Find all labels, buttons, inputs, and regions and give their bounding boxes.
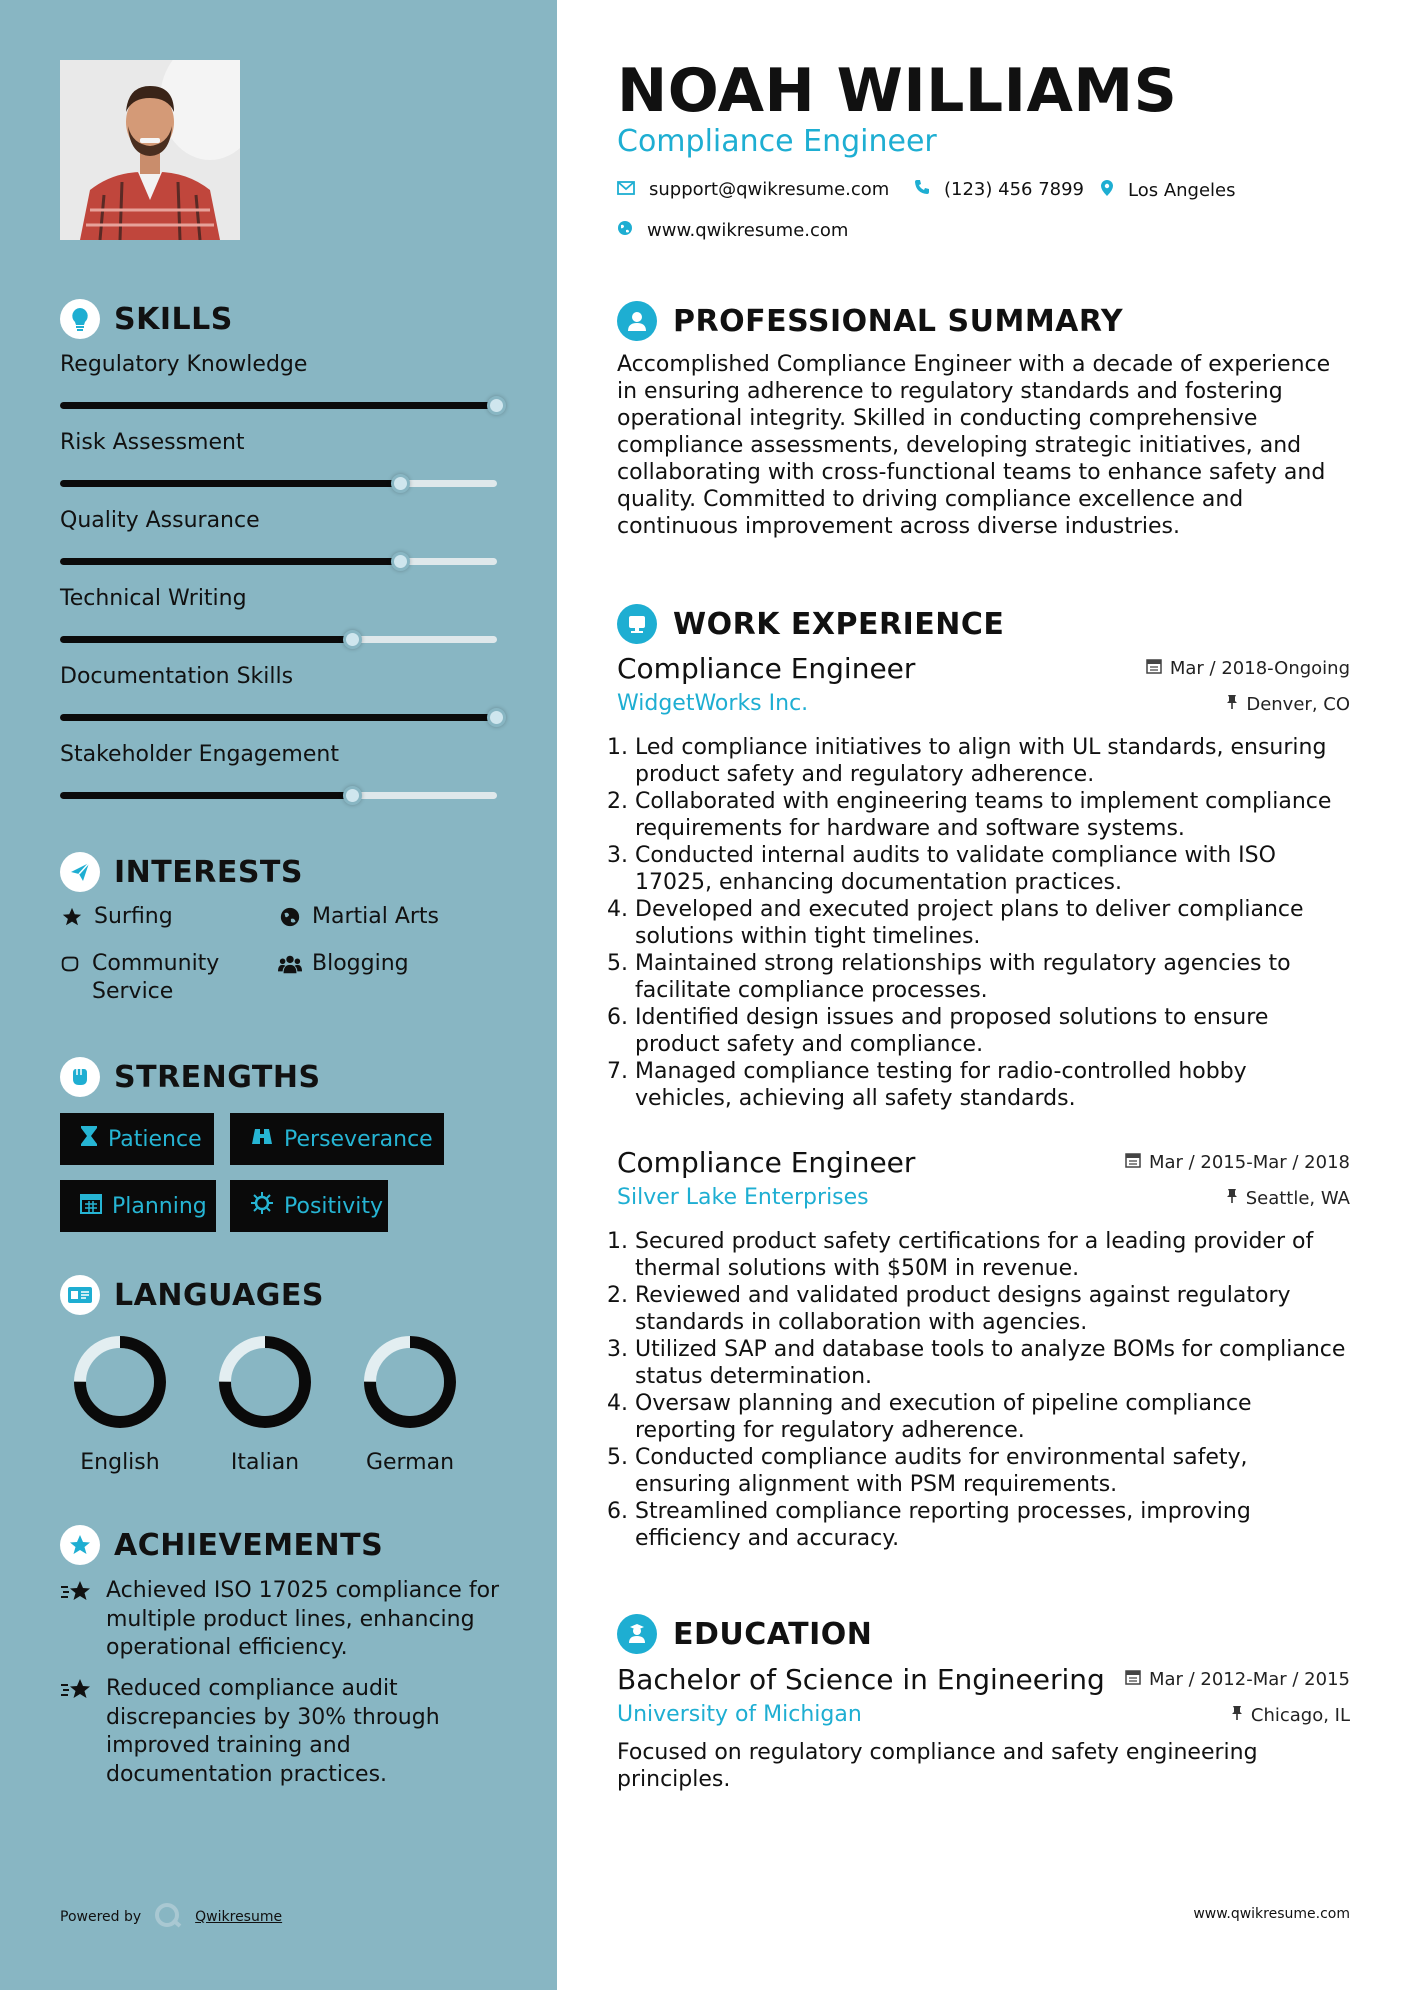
language-card-icon	[60, 1275, 100, 1315]
achievement-item: Reduced compliance audit discrepancies by 30% through improved training and documentation practices.	[60, 1675, 500, 1789]
interest-item: Community Service	[58, 950, 219, 1006]
footer-url[interactable]: www.qwikresume.com	[1193, 1906, 1350, 1922]
map-pin-icon	[1100, 179, 1114, 202]
candidate-name: NOAH WILLIAMS	[617, 56, 1178, 126]
education-heading: EDUCATION	[617, 1614, 872, 1654]
paper-plane-icon	[60, 852, 100, 892]
job-bullet: 5. Maintained strong relationships with regulatory agencies to facilitate compliance processes.	[635, 950, 1350, 1004]
job-bullet: 4. Developed and executed project plans to deliver compliance solutions within tight timelines.	[635, 896, 1350, 950]
users-icon	[278, 950, 302, 978]
summary-text: Accomplished Compliance Engineer with a decade of experience in ensuring adherence to regulatory standards and fostering operational integrity. Skilled in conducting comprehensive compliance assessments, developing strategic initiatives, and collaborating with cross-functional teams to enhance safety and quality. Committed to driving compliance excellence and continuous improvement across diverse industries.	[617, 352, 1331, 539]
strength-badge: Patience	[60, 1113, 214, 1165]
language-item: English	[60, 1332, 180, 1475]
skill-bar	[60, 480, 497, 487]
envelope-icon	[617, 179, 635, 200]
education-location: Chicago, IL	[1231, 1705, 1350, 1726]
achievements-heading: ACHIEVEMENTS	[60, 1525, 383, 1565]
job-bullet: 4. Oversaw planning and execution of pipeline compliance reporting for regulatory adherence.	[635, 1390, 1350, 1444]
education-entry	[617, 1663, 1350, 1793]
degree-title: Bachelor of Science in Engineering	[617, 1663, 1105, 1696]
school-name: University of Michigan	[617, 1702, 862, 1727]
skills-heading: SKILLS	[60, 299, 233, 339]
graduation-icon	[617, 1614, 657, 1654]
job-bullets	[617, 734, 1350, 1112]
contact-phone[interactable]: (123) 456 7899	[914, 179, 1084, 200]
job-bullet: 1. Secured product safety certifications for a leading provider of thermal solutions with $50M in revenue.	[635, 1228, 1350, 1282]
sun-icon	[250, 1191, 274, 1221]
skill-item: Stakeholder Engagement	[60, 742, 500, 767]
job-location: Denver, CO	[1226, 694, 1350, 715]
hand-icon	[58, 950, 82, 978]
job-bullet: 1. Led compliance initiatives to align with UL standards, ensuring product safety and regulatory adherence.	[635, 734, 1350, 788]
job-bullet: 5. Conducted compliance audits for environmental safety, ensuring alignment with PSM requirements.	[635, 1444, 1350, 1498]
shooting-star-icon	[60, 1675, 94, 1789]
job-location: Seattle, WA	[1226, 1188, 1350, 1209]
contact-location: Los Angeles	[1100, 179, 1236, 202]
job-date: Mar / 2018-Ongoing	[1146, 658, 1350, 679]
globe-icon	[278, 903, 302, 931]
contact-email[interactable]: support@qwikresume.com	[617, 179, 889, 200]
job-bullet: 3. Utilized SAP and database tools to analyze BOMs for compliance status determination.	[635, 1336, 1350, 1390]
user-icon	[617, 301, 657, 341]
contact-website[interactable]: www.qwikresume.com	[617, 220, 848, 241]
candidate-title: Compliance Engineer	[617, 124, 937, 159]
interests-heading: INTERESTS	[60, 852, 303, 892]
skill-item: Documentation Skills	[60, 664, 500, 689]
skill-item: Quality Assurance	[60, 508, 500, 533]
skill-item: Technical Writing	[60, 586, 500, 611]
skill-item: Risk Assessment	[60, 430, 500, 455]
education-description: Focused on regulatory compliance and safety engineering principles.	[617, 1740, 1258, 1792]
language-item: Italian	[205, 1332, 325, 1475]
skill-bar	[60, 714, 497, 721]
strength-badge: Positivity	[230, 1180, 388, 1232]
sidebar	[0, 0, 557, 1990]
lightbulb-icon	[60, 299, 100, 339]
job-title: Compliance Engineer	[617, 1146, 916, 1179]
achievement-item: Achieved ISO 17025 compliance for multiple product lines, enhancing operational efficiency.	[60, 1577, 500, 1663]
calendar-icon	[1125, 1669, 1141, 1690]
job-entry	[617, 652, 1350, 1112]
interest-item: Blogging	[278, 950, 409, 978]
pushpin-icon	[1226, 694, 1238, 715]
qwikresume-logo-icon	[153, 1902, 183, 1932]
profile-photo	[60, 60, 240, 240]
job-bullet: 7. Managed compliance testing for radio-controlled hobby vehicles, achieving all safety standards.	[635, 1058, 1350, 1112]
education-date: Mar / 2012-Mar / 2015	[1125, 1669, 1350, 1690]
language-ring	[360, 1332, 460, 1432]
strength-badge: Perseverance	[230, 1113, 444, 1165]
strengths-heading: STRENGTHS	[60, 1057, 321, 1097]
languages-heading: LANGUAGES	[60, 1275, 324, 1315]
shooting-star-icon	[60, 1577, 94, 1663]
star-icon	[60, 903, 84, 931]
job-entry	[617, 1146, 1350, 1552]
skill-bar	[60, 636, 497, 643]
qwikresume-link[interactable]: Qwikresume	[195, 1909, 283, 1925]
fist-icon	[60, 1057, 100, 1097]
calendar-icon	[80, 1192, 102, 1220]
job-bullet: 6. Streamlined compliance reporting processes, improving efficiency and accuracy.	[635, 1498, 1350, 1552]
calendar-icon	[1125, 1152, 1141, 1173]
calendar-icon	[1146, 658, 1162, 679]
binoculars-icon	[250, 1126, 274, 1152]
skill-item: Regulatory Knowledge	[60, 352, 500, 377]
hourglass-icon	[80, 1125, 98, 1153]
pushpin-icon	[1226, 1188, 1238, 1209]
skill-bar	[60, 792, 497, 799]
skill-bar	[60, 558, 497, 565]
job-title: Compliance Engineer	[617, 652, 916, 685]
language-item: German	[350, 1332, 470, 1475]
job-bullet: 2. Collaborated with engineering teams to implement compliance requirements for hardware and software systems.	[635, 788, 1350, 842]
job-bullet: 6. Identified design issues and proposed solutions to ensure product safety and compliance.	[635, 1004, 1350, 1058]
interest-item: Martial Arts	[278, 903, 439, 931]
interest-item: Surfing	[60, 903, 173, 931]
job-bullet: 2. Reviewed and validated product designs against regulatory standards in collaboration with agencies.	[635, 1282, 1350, 1336]
job-date: Mar / 2015-Mar / 2018	[1125, 1152, 1350, 1173]
star-badge-icon	[60, 1525, 100, 1565]
globe-icon	[617, 220, 633, 241]
job-bullets	[617, 1228, 1350, 1552]
job-company: WidgetWorks Inc.	[617, 691, 809, 716]
job-company: Silver Lake Enterprises	[617, 1185, 869, 1210]
language-ring	[215, 1332, 315, 1432]
phone-icon	[914, 179, 930, 200]
powered-by: Powered by Qwikresume	[60, 1902, 282, 1932]
summary-heading: PROFESSIONAL SUMMARY	[617, 301, 1123, 341]
skill-bar	[60, 402, 497, 409]
briefcase-icon	[617, 604, 657, 644]
pushpin-icon	[1231, 1705, 1243, 1726]
strength-badge: Planning	[60, 1180, 216, 1232]
language-ring	[70, 1332, 170, 1432]
job-bullet: 3. Conducted internal audits to validate compliance with ISO 17025, enhancing documentation practices.	[635, 842, 1350, 896]
work-experience-heading: WORK EXPERIENCE	[617, 604, 1004, 644]
